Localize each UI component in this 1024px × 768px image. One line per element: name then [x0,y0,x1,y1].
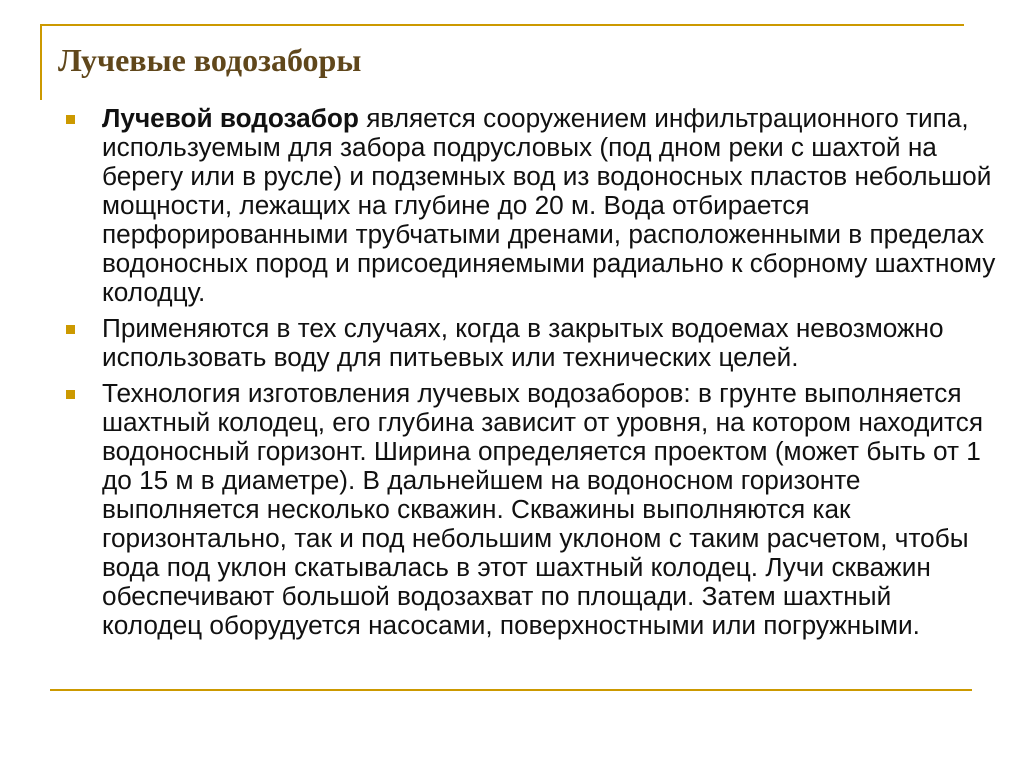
bullet-item-technology [66,379,996,640]
bullet-text: Технология изготовления лучевых водозаборов: в грунте выполняется шахтный колодец, его глубина зависит от уровня, на котором находится водоносный горизонт. Ширина определяется проектом (может быть от 1 до 15 м в диаметре). В дальнейшем на водоносном горизонте выполняется несколько скважин. Скважины выполняются как горизонтально, так и под небольшим уклоном с таким расчетом, чтобы вода под уклон скатывалась в этот шахтный колодец. Лучи скважин обеспечивают большой водозахват по площади. Затем шахтный колодец оборудуется насосами, поверхностными или погружными. [102,378,984,640]
square-bullet-icon [66,325,75,334]
bullet-item-definition [66,104,996,307]
square-bullet-icon [66,115,75,124]
bullet-text: является сооружением инфильтрационного типа, используемым для забора подрусловых (под дном реки с шахтой на берегу или в русле) и подземных вод из водоносных пластов небольшой мощности, лежащих на глубине до 20 м. Вода отбирается перфорированными трубчатыми дренами, расположенными в пределах водоносных пород и присоединяемыми радиально к сборному шахтному колодцу. [102,103,996,307]
bullet-list [66,104,996,647]
slide-title: Лучевые водозаборы [58,42,362,78]
title-frame-top-line [40,24,964,26]
bullet-text: Применяются в тех случаях, когда в закрытых водоемах невозможно использовать воду для питьевых или технических целей. [102,313,944,372]
bullet-term: Лучевой водозабор [102,103,359,133]
square-bullet-icon [66,390,75,399]
footer-divider-line [50,689,972,691]
title-frame-left-line [40,24,42,100]
bullet-item-application [66,314,996,372]
